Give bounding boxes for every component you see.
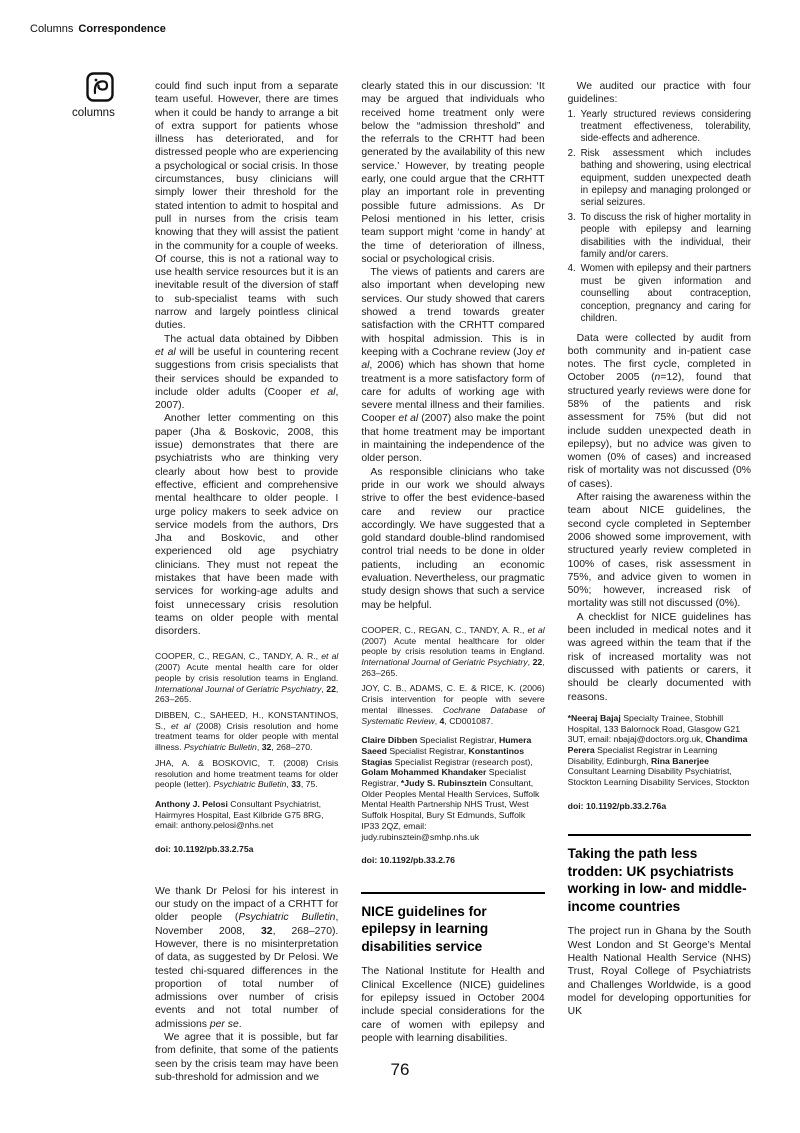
text-run: (2008) Crisis resolution and home treatment teams for older people with mental illness. xyxy=(155,720,339,753)
text-run: Consultant Learning Disability Psychiatrist, Stockton Learning Disability Services, Stockton xyxy=(567,766,750,788)
paragraph xyxy=(568,80,751,107)
paragraph xyxy=(568,332,751,492)
text-run: Chandima Perera xyxy=(567,734,748,755)
columns-logo-icon xyxy=(86,72,114,102)
text-run: *Judy S. Rubinsztein xyxy=(400,778,487,789)
text-run: 32 xyxy=(261,925,273,937)
list-number: 4. xyxy=(567,263,576,275)
doi xyxy=(155,844,338,855)
text-run: Specialist Registrar, xyxy=(361,767,526,789)
text-run: , xyxy=(321,683,327,694)
paragraph xyxy=(155,333,338,413)
text-run: International Journal of Geriatric Psychiatry xyxy=(155,683,322,694)
three-column-text xyxy=(155,80,751,1084)
text-run: We thank Dr Pelosi for his interest in our study on the impact of a CRHTT for older people ( xyxy=(155,885,339,924)
reference-list xyxy=(361,625,544,726)
paragraph xyxy=(568,925,751,1018)
heading-rule xyxy=(568,834,751,836)
header-title-label: Correspondence xyxy=(78,23,166,35)
text-run: et al xyxy=(310,386,336,398)
text-run: Anthony J. Pelosi xyxy=(155,798,228,809)
text-run: , 2006) which has shown that home treatment is a more satisfactory form of care for adults of working age with severe mental illness and their families. Cooper xyxy=(361,360,545,425)
paragraph xyxy=(361,466,544,612)
text-run: , 263–265. xyxy=(361,656,545,678)
list-item xyxy=(568,109,751,146)
list-item-text xyxy=(581,109,751,146)
text-run: 4 xyxy=(439,715,445,726)
paragraph xyxy=(155,885,338,1031)
text-run: , xyxy=(434,715,440,726)
list-number: 3. xyxy=(567,211,576,223)
paragraph xyxy=(361,80,544,266)
list-item-text xyxy=(581,212,751,262)
text-run: Specialty Trainee, Stobhill Hospital, 133 Balornock Road, Glasgow G21 3UT, email: nbajaj@doctors.org.uk, xyxy=(567,712,741,745)
column-left xyxy=(155,80,338,1084)
text-run: Konstantinos Stagias xyxy=(361,745,525,767)
text-run: International Journal of Geriatric Psychiatry xyxy=(361,656,528,667)
text-run: =12), found that structured yearly reviews were done for 58% of the patients and risk assessment for 75% (but did not include sudden unexpected death in epilepsy), but no advice was given to women (0% of cases) and increased risk of mortality was not discussed (0% of cases). xyxy=(567,372,751,490)
text-run: , xyxy=(527,656,533,667)
running-header xyxy=(30,23,166,35)
text-run: could find such input from a separate team useful. However, there are times when it could be handy to arrange a bit of extra support for patients whose illness has deteriorated, and for distressed people who are experiencing a psychological or social crisis. In those circumstances, busy clinicians will simply lower their threshold for the stated intention to admit to hospital and pull in nurses from the crisis team knowing that they will assist the patient in the community for a couple of weeks. Of course, this is not a rational way to use health service resources but it is an inevitable result of the diversion of staff to sub-specialist teams with such narrow and largely pointless clinical duties. xyxy=(155,81,339,332)
text-run: We audited our practice with four guidelines: xyxy=(567,81,751,106)
text-run: Specialist Registrar in Learning Disability, Edinburgh, xyxy=(567,744,718,766)
paragraph xyxy=(568,491,751,611)
text-run: *Neeraj Bajaj xyxy=(567,712,621,723)
text-run: et al xyxy=(155,346,176,358)
text-run: 33 xyxy=(291,779,301,790)
text-run: , CD001087. xyxy=(444,715,494,726)
text-run: , xyxy=(286,779,292,790)
column-right xyxy=(568,80,751,1084)
paragraph xyxy=(155,412,338,638)
column-middle xyxy=(361,80,544,1084)
reference xyxy=(155,758,338,790)
reference-list xyxy=(155,651,338,789)
numbered-list xyxy=(568,109,751,326)
text-run: , xyxy=(256,742,262,753)
text-run: COOPER, C., REGAN, C., TANDY, A. R., xyxy=(155,651,322,662)
section-heading: NICE guidelines for epilepsy in learning disabilities service xyxy=(361,903,489,954)
text-run: 22 xyxy=(326,683,336,694)
paragraph xyxy=(361,965,544,1045)
signature xyxy=(568,713,751,788)
text-run: clearly stated this in our discussion: ‘It may be argued that individuals who received home treatment only were below the “admission threshold” and the referrals to the CRHTT had been generated by the availability of this new service.’ However, by treating people early, one could argue that the CRHTT play an important role in preventing possible future admissions. As Dr Pelosi mentioned in his letter, crisis team support might ‘come in handy’ at the time of deterioration of illness, social or psychological crisis. xyxy=(361,81,545,265)
text-run: 22 xyxy=(532,656,543,667)
text-run: 32 xyxy=(261,742,272,753)
text-run: Specialist Registrar, xyxy=(386,745,469,756)
reference xyxy=(361,683,544,726)
reference xyxy=(361,625,544,679)
text-run: Rina Banerjee xyxy=(651,755,709,766)
text-run: JOY, C. B., ADAMS, C. E. & RICE, K. (2006) Crisis intervention for people with severe mental illnesses. xyxy=(361,683,545,715)
columns-logo-block xyxy=(72,72,122,119)
text-run: , 263–265. xyxy=(155,683,339,705)
text-run: The views of patients and carers are also important when developing new services. Our study showed that carers showed a trend towards greater satisfaction with the CRHTT compared with hospital admission. This is in keeping with a Cochrane review (Joy xyxy=(361,267,545,358)
text-run: Specialist Registrar (research post), xyxy=(392,756,533,767)
text-run: et al xyxy=(361,346,545,372)
text-run: The National Institute for Health and Clinical Excellence (NICE) guidelines for epilepsy issued in October 2004 include special considerations for the care of women with epilepsy and people with learning disabilities. xyxy=(361,966,545,1044)
text-run: COOPER, C., REGAN, C., TANDY, A. R., xyxy=(361,624,528,635)
signature xyxy=(361,735,544,842)
text-run: (2007) also make the point that home treatment may be important in maintaining the independence of the older person. xyxy=(361,413,545,465)
text-run: Psychiatric Bulletin xyxy=(213,779,287,790)
text-run: Another letter commenting on this paper (Jha & Boskovic, 2008, this issue) demonstrates that there are psychiatrists who are thinking very clearly about how best to provide effective, efficient and comprehensive mental healthcare to older people. I urge policy makers to seek advice on service models from the authors, Drs Jha and Boskovic, and other experienced old age psychiatry clinicians. They must not repeat the mistakes that have been made with services for working-age adults and foist unnecessary crisis resolution teams on older people with mental disorders. xyxy=(155,413,339,638)
text-run: , November 2008, xyxy=(155,912,339,937)
header-section-label: Columns xyxy=(30,23,74,35)
columns-label: columns xyxy=(72,107,115,119)
paragraph xyxy=(568,611,751,704)
text-run: Women with epilepsy and their partners must be given information and counselling about contraception, conception, pregnancy and caring for children. xyxy=(580,263,751,325)
reference xyxy=(155,710,338,753)
text-run: A checklist for NICE guidelines has been included in medical notes and it was agreed within the team that if the risk of increased mortality was not discussed with patients or carers, it should be clearly documented with reasons. xyxy=(567,611,751,703)
text-run: , 268–270. xyxy=(271,742,313,753)
text-run: , 75. xyxy=(300,779,318,790)
text-run: Psychiatric Bulletin xyxy=(238,912,336,924)
text-run: Yearly structured reviews considering treatment effectiveness, tolerability, side-effects and adherence. xyxy=(580,108,751,145)
list-item-text xyxy=(581,263,751,325)
text-run: Consultant, Older Peoples Mental Health Services, Suffolk Mental Health Partnership NHS Trust, West Suffolk Hospital, Bury St Edmunds, Suffolk IP33 2QZ, email: judy.rubinsztein@smhp.nhs.uk xyxy=(361,778,540,842)
text-run: . xyxy=(238,1018,242,1030)
text-run: Humera Saeed xyxy=(361,735,532,756)
list-item xyxy=(568,148,751,210)
text-run: JHA, A. & BOSKOVIC, T. (2008) Crisis resolution and home treatment teams for older people (letter). xyxy=(155,757,339,790)
heading-rule xyxy=(361,892,544,894)
signature xyxy=(155,799,338,831)
list-item xyxy=(568,263,751,325)
text-run: Psychiatric Bulletin xyxy=(183,742,257,753)
text-run: (2007) Acute mental health care for older people by crisis resolution teams in England. xyxy=(155,662,339,683)
list-item-text xyxy=(581,148,751,210)
text-run: et al xyxy=(321,651,339,662)
text-run: Cochrane Database of Systematic Review xyxy=(361,704,545,726)
text-run: The project run in Ghana by the South West London and St George’s Mental Health National Health Service (NHS) Trust, Royal College of Psychiatrists and Challenges Worldwide, is a good model for developing opportunities for UK xyxy=(567,926,751,1018)
text-run: , 2007). xyxy=(155,386,339,412)
text-run: We agree that it is possible, but far from definite, that some of the patients seen by the crisis team may have been sub-threshold for admission and we xyxy=(155,1031,339,1083)
paragraph xyxy=(361,266,544,465)
text-run: Data were collected by audit from both community and in-patient case notes. The first cycle, completed in October 2005 ( xyxy=(567,332,751,384)
text-run: doi: 10.1192/pb.33.2.76 xyxy=(361,855,456,866)
text-run: After raising the awareness within the team about NICE guidelines, the second cycle completed in September 2006 showed some improvement, with structured yearly review completed in 100% of cases, risk assessment in 75%, and advice given to women in 50%; however, increased risk of mortality was still not discussed (0%). xyxy=(567,492,751,610)
text-run: Consultant Psychiatrist, Hairmyres Hospital, East Kilbride G75 8RG, email: anthony.pelosi@nhs.net xyxy=(155,798,324,831)
text-run: et al xyxy=(398,413,419,425)
text-run: As responsible clinicians who take pride in our work we should always strive to offer the best evidence-based care and review our practice accordingly. We have suggested that a gold standard double-blind randomised control trial needs to be done in older patients, including an economic evaluation. Nevertheless, our pragmatic study design shows that such a service may be helpful. xyxy=(361,466,545,611)
text-run: Golam Mohammed Khandaker xyxy=(361,767,487,778)
list-item xyxy=(568,212,751,262)
section-heading: Taking the path less trodden: UK psychiatrists working in low- and middle-income countries xyxy=(567,846,747,914)
reference xyxy=(155,651,338,705)
text-run: Specialist Registrar, xyxy=(417,735,499,746)
doi xyxy=(361,855,544,866)
text-run: Risk assessment which includes bathing and showering, using electrical equipment, sudden unexpected death in epilepsy and managing prolonged or serial seizures. xyxy=(580,147,751,209)
text-run: n xyxy=(654,372,661,384)
text-run: DIBBEN, C., SAHEED, H., KONSTANTINOS, S., xyxy=(155,709,339,731)
text-run: The actual data obtained by Dibben xyxy=(164,333,339,345)
text-run: , 268–270). However, there is no misinterpretation of data, as suggested by Dr Pelosi. We tested chi-squared differences in the proportion of total number of admissions over number of crisis events and not total number of admissions xyxy=(155,925,339,1030)
page-number: 76 xyxy=(390,1060,410,1079)
text-run: (2007) Acute mental healthcare for older people by crisis resolution teams in England. xyxy=(361,635,545,657)
text-run: doi: 10.1192/pb.33.2.75a xyxy=(155,844,254,855)
text-run: will be useful in countering recent suggestions from crisis specialists that their services should be expanded to include older adults (Cooper xyxy=(155,346,339,398)
paragraph xyxy=(155,80,338,333)
text-run: et al xyxy=(171,720,191,731)
text-run: et al xyxy=(527,624,545,635)
text-run: Claire Dibben xyxy=(361,735,418,746)
text-run: per se xyxy=(209,1018,239,1030)
doi xyxy=(568,801,751,812)
text-run: doi: 10.1192/pb.33.2.76a xyxy=(567,800,667,811)
text-run: To discuss the risk of higher mortality in people with epilepsy and learning disabilities with the individual, their family and/or carers. xyxy=(580,211,751,261)
list-number: 2. xyxy=(567,147,576,159)
list-number: 1. xyxy=(567,108,576,120)
